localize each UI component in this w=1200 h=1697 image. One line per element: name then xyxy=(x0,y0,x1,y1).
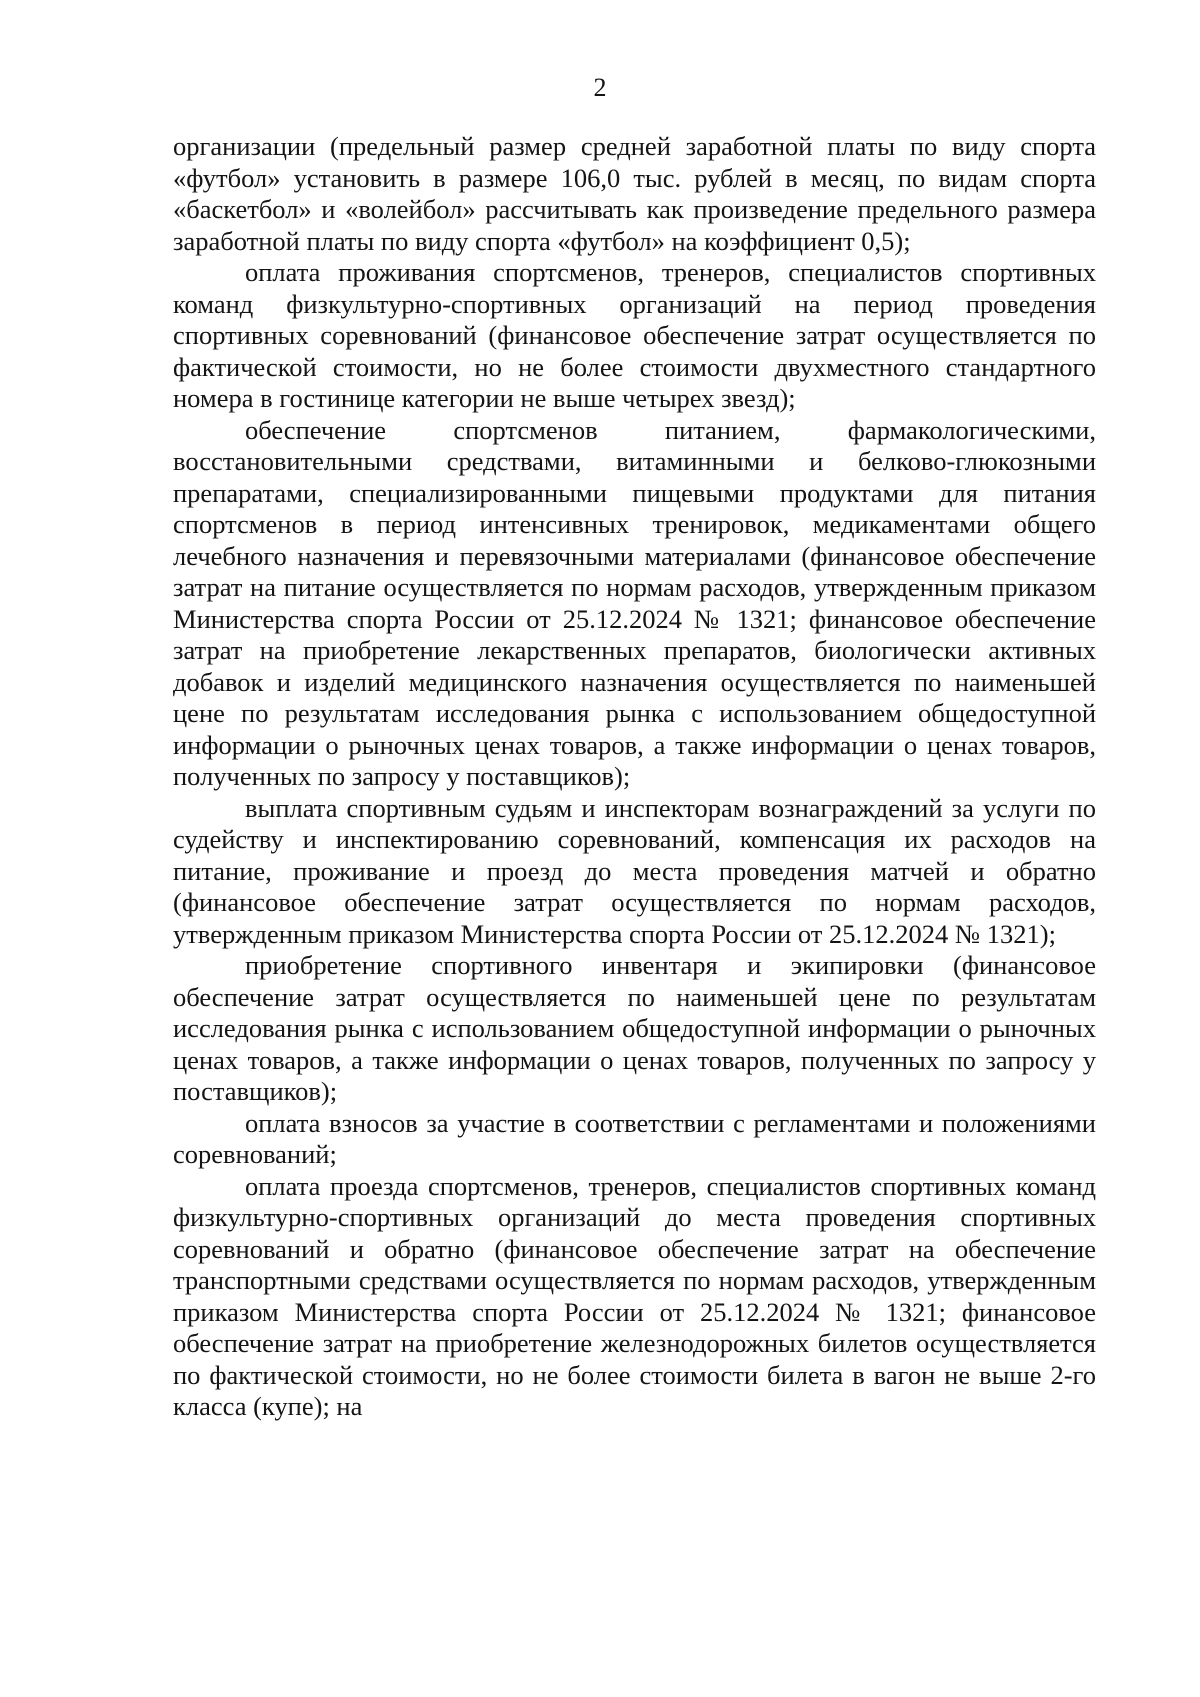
paragraph-continuation: организации (предельный размер средней заработной платы по виду спорта «футбол» установить в размере 106,0 тыс. рублей в месяц, по видам спорта «баскетбол» и «волейбол» рассчитывать как произведение предельного размера заработной платы по виду спорта «футбол» на коэффициент 0,5); xyxy=(173,131,1096,256)
page-number: 2 xyxy=(593,73,607,102)
paragraph-equipment: приобретение спортивного инвентаря и экипировки (финансовое обеспечение затрат осуществляется по наименьшей цене по результатам исследования рынка с использованием общедоступной информации о рыночных ценах товаров, а также информации о ценах товаров, полученных по запросу у поставщиков); xyxy=(173,950,1096,1106)
paragraph-referees: выплата спортивным судьям и инспекторам вознаграждений за услуги по судейству и инспектированию соревнований, компенсация их расходов на питание, проживание и проезд до места проведения матчей и обратно (финансовое обеспечение затрат осуществляется по нормам расходов, утвержденным приказом Министерства спорта России от 25.12.2024 № 1321); xyxy=(173,792,1096,949)
paragraph-nutrition: обеспечение спортсменов питанием, фармакологическими, восстановительными средствами, витаминными и белково-глюкозными препаратами, специализированными пищевыми продуктами для питания спортсменов в период интенсивных тренировок, медикаментами общего лечебного назначения и перевязочными материалами (финансовое обеспечение затрат на питание осуществляется по нормам расходов, утвержденным приказом Министерства спорта России от 25.12.2024 № 1321; финансовое обеспечение затрат на приобретение лекарственных препаратов, биологически активных добавок и изделий медицинского назначения осуществляется по наименьшей цене по результатам исследования рынка с использованием общедоступной информации о рыночных ценах товаров, а также информации о ценах товаров, полученных по запросу у поставщиков); xyxy=(173,414,1096,791)
paragraph-accommodation: оплата проживания спортсменов, тренеров, специалистов спортивных команд физкультурно-спортивных организаций на период проведения спортивных соревнований (финансовое обеспечение затрат осуществляется по фактической стоимости, но не более стоимости двухместного стандартного номера в гостинице категории не выше четырех звезд); xyxy=(173,257,1096,413)
document-body xyxy=(173,131,1096,1423)
paragraph-fees: оплата взносов за участие в соответствии с регламентами и положениями соревнований; xyxy=(173,1107,1096,1169)
paragraph-travel: оплата проезда спортсменов, тренеров, специалистов спортивных команд физкультурно-спортивных организаций до места проведения спортивных соревнований и обратно (финансовое обеспечение затрат на обеспечение транспортными средствами осуществляется по нормам расходов, утвержденным приказом Министерства спорта России от 25.12.2024 № 1321; финансовое обеспечение затрат на приобретение железнодорожных билетов осуществляется по фактической стоимости, но не более стоимости билета в вагон не выше 2-го класса (купе); на xyxy=(173,1170,1096,1421)
